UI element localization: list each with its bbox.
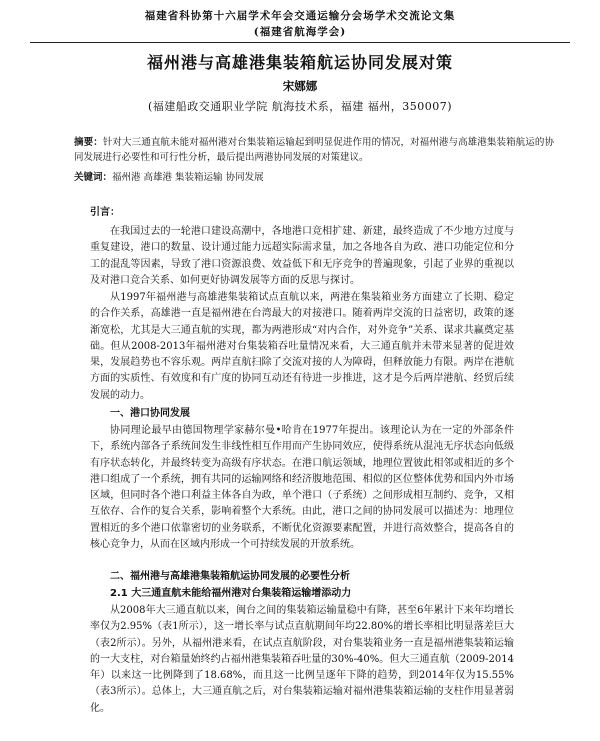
body-paragraph-3: 协同理论最早由德国物理学家赫尔曼•哈肯在1977年提出。该理论认为在一定的外部条件下，系统内部各子系统间发生非线性相互作用而产生协同效应，使得系统从混沌无序状态向低级有序状态转化，并最终转变为高级有序状态。在港口航运领域，地理位置彼此相邻或相近的多个港口组成了一个系统，拥有共同的运输网络和经济腹地范围、相似的区位整体优势和国内外市场区域，但同时各个港口利益主体各自为政，单个港口（子系统）之间形成相互制约、竞争，又相互依存、合作的复合关系，影响着整个大系统。由此，港口之间的协同发展可以描述为：地理位置相近的多个港口依靠密切的业务联系，不断优化资源要素配置，并进行高效整合，提高各自的核心竞争力，从而在区域内形成一个可持续发展的开放系统。 [90, 425, 514, 551]
author-affiliation: (福建船政交通职业学院 航海技术系，福建 福州，350007) [147, 100, 453, 113]
keywords-text: 福州港 高雄港 集装箱运输 协同发展 [112, 172, 264, 183]
section-heading-1: 一、港口协同发展 [110, 408, 190, 419]
keywords [74, 169, 554, 183]
body-paragraph-1: 在我国过去的一轮港口建设高潮中，各地港口竞相扩建、新建，最终造成了不少地方过度与重复建设，港口的数量、设计通过能力远超实际需求量，加之各地各自为政、港口功能定位和分工的混乱等因素，导致了港口资源浪费、效益低下和无序竞争的普遍现象，引起了业界的重视以及对港口竞合关系、如何更好协调发展等方面的反思与探讨。 [90, 226, 514, 286]
keywords-label: 关键词： [74, 172, 113, 183]
section-heading-2: 二、福州港与高雄港集装箱航运协同发展的必要性分析 [110, 571, 350, 582]
body-paragraph-4: 从2008年大三通直航以来，闽台之间的集装箱运输量稳中有降，甚至6年累计下来年均增长率仅为2.95%（表1所示），这一增长率与试点直航期间年均22.80%的增长率相比明显落差巨大（表2所示）。另外，从福州港来看，在试点直航阶段，对台集装箱业务一直是福州港集装箱运输的一大支柱，对台箱量始终约占福州港集装箱吞吐量的30%-40%。但大三通直航（2009-2014年）以来这一比例降到了18.68%，而且这一比例呈逐年下降的趋势，到2014年仅为15.55%（表3所示）。总体上，大三通直航之后，对台集装箱运输对福州港集装箱运输的支柱作用显著弱化。 [90, 605, 514, 714]
intro-heading: 引言： [90, 207, 120, 218]
subsection-heading-2-1: 2.1 大三通直航未能给福州港对台集装箱运输增添动力 [110, 588, 352, 599]
proceedings-header: 福建省科协第十六届学术年会交通运输分会场学术交流论文集 [144, 10, 456, 22]
paper-title: 福州港与高雄港集装箱航运协同发展对策 [146, 53, 453, 72]
abstract-label: 摘要： [74, 137, 103, 148]
header-rule [30, 42, 570, 43]
society-header: (福建省航海学会) [253, 26, 347, 38]
author-name: 宋娜娜 [282, 79, 318, 93]
body-paragraph-2: 从1997年福州港与高雄港集装箱试点直航以来，两港在集装箱业务方面建立了长期、稳定的合作关系，高雄港一直是福州港在台湾最大的对接港口。随着两岸交流的日益密切，政策的逐渐宽松，尤其是大三通直航的实现，都为两港形成“对内合作，对外竞争”关系、谋求共赢奠定基础。但从2008-2013年福州港对台集装箱吞吐量情况来看，大三通直航并未带来显著的促进效果，发展趋势也不容乐观。两岸直航扫除了交流对接的人为障碍，但释放能力有限。两岸在港航方面的实质性、有效度和有广度的协同互动还有待进一步推进，这才是今后两岸港航、经贸后续发展的动力。 [90, 292, 514, 401]
abstract [74, 135, 554, 165]
abstract-text: 针对大三通直航未能对福州港对台集装箱运输起到明显促进作用的情况，对福州港与高雄港集装箱航运的协同发展进行必要性和可行性分析，最后提出两港协同发展的对策建议。 [74, 137, 554, 163]
